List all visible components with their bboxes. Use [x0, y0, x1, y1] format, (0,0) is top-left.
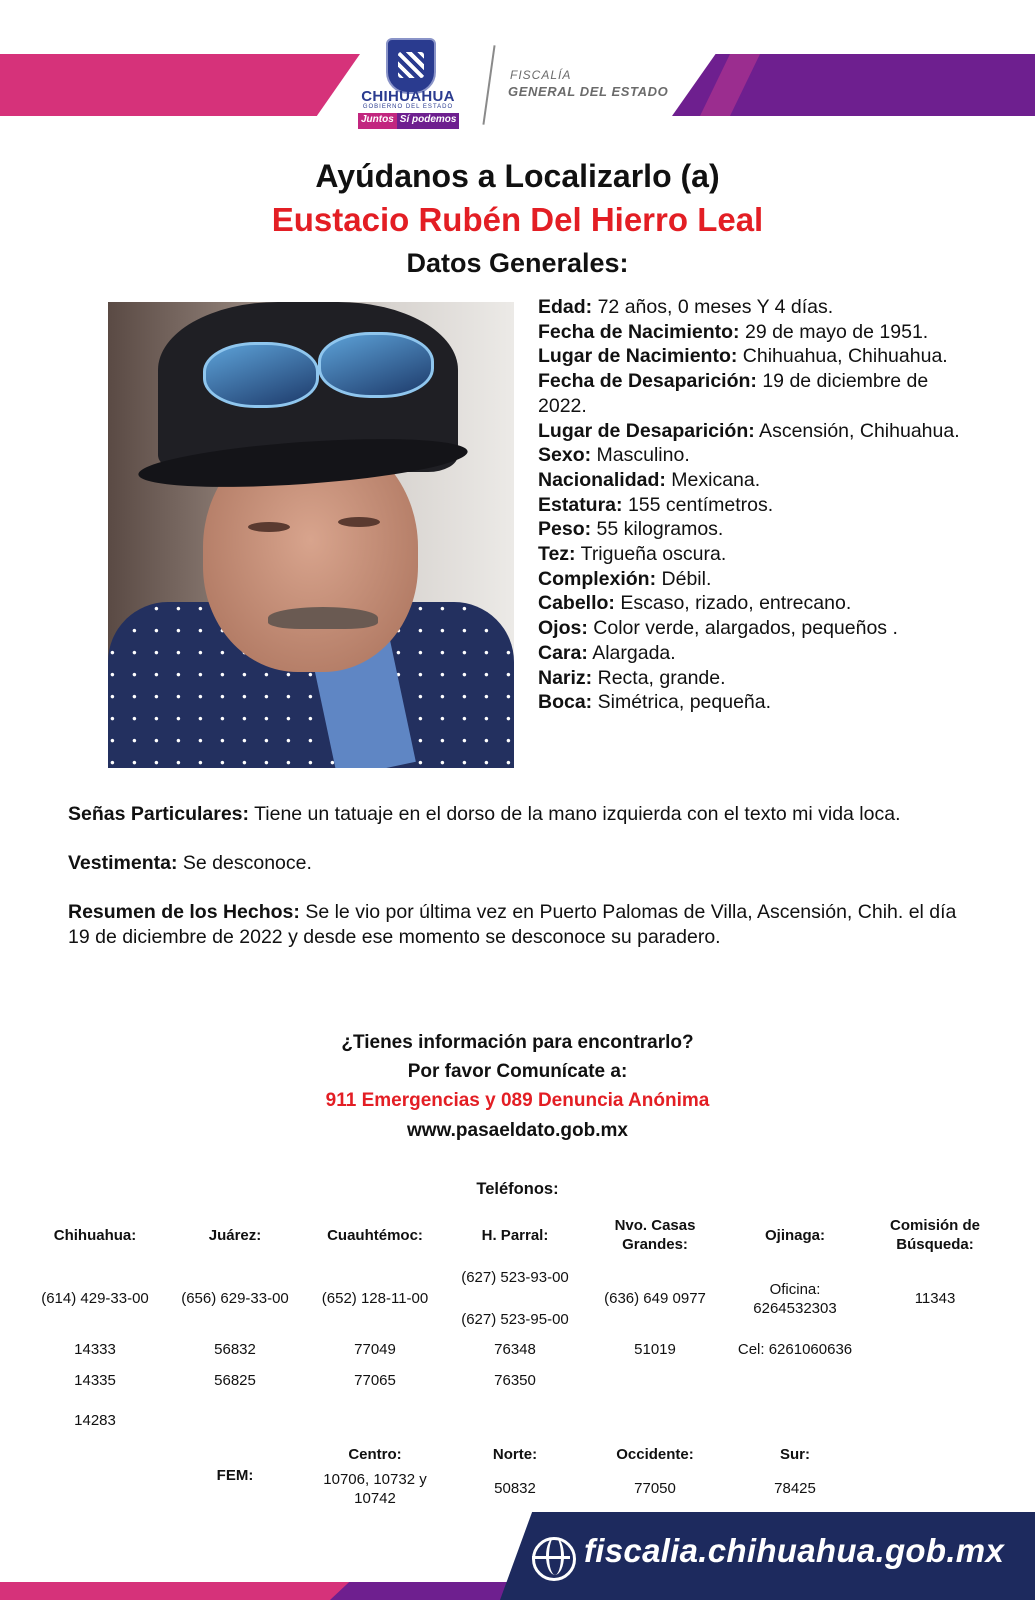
data-item-tez: Tez: Trigueña oscura. — [538, 543, 727, 566]
agency-line1: FISCALÍA — [510, 68, 572, 82]
data-item-boca: Boca: Simétrica, pequeña. — [538, 691, 772, 714]
clothing: Vestimenta: Se desconoce. — [68, 852, 312, 874]
fiscalia-website-link[interactable]: fiscalia.chihuahua.gob.mx — [584, 1532, 1005, 1569]
slogan-left: Juntos — [358, 113, 397, 129]
ext-juarez-2: 56825 — [214, 1372, 256, 1389]
fem-label: FEM: — [216, 1467, 254, 1484]
data-item-lugar-nacimiento: Lugar de Nacimiento: Chihuahua, Chihuahua. — [538, 345, 948, 368]
fem-header-occidente: Occidente: — [616, 1446, 694, 1463]
emergency-numbers: 911 Emergencias y 089 Denuncia Anónima — [325, 1090, 710, 1111]
distinguishing-marks: Señas Particulares: Tiene un tatuaje en el dorso de la mano izquierda con el texto mi vida loca. — [68, 803, 901, 825]
data-item-estatura: Estatura: 155 centímetros. — [538, 493, 774, 516]
phone-cuauhtemoc: (652) 128-11-00 — [321, 1290, 429, 1307]
fem-occidente: 77050 — [634, 1480, 676, 1497]
fem-header-sur: Sur: — [780, 1446, 810, 1463]
data-item-complexion: Complexión: Débil. — [538, 567, 712, 590]
ext-cuauhtemoc-2: 77065 — [354, 1372, 396, 1389]
phone-juarez: (656) 629-33-00 — [181, 1290, 289, 1307]
data-item-sexo: Sexo: Masculino. — [538, 444, 690, 467]
phone-comision: 11343 — [914, 1290, 956, 1307]
contact-please: Por favor Comunícate a: — [407, 1061, 628, 1082]
data-item-ojos: Ojos: Color verde, alargados, pequeños . — [538, 617, 898, 640]
section-title: Datos Generales: — [406, 248, 629, 278]
data-item-edad: Edad: 72 años, 0 meses Y 4 días. — [538, 296, 834, 318]
data-item-cabello: Cabello: Escaso, rizado, entrecano. — [538, 592, 852, 615]
slogan-right: Sí podemos — [397, 113, 460, 129]
header-band-left — [0, 54, 360, 116]
state-shield-icon — [386, 38, 436, 94]
missing-person-name: Eustacio Rubén Del Hierro Leal — [271, 201, 764, 238]
fem-sur: 78425 — [774, 1480, 816, 1497]
data-item-nacionalidad: Nacionalidad: Mexicana. — [538, 468, 761, 491]
data-item-cara: Cara: Alargada. — [538, 641, 676, 664]
tip-website-link[interactable]: www.pasaeldato.gob.mx — [406, 1120, 628, 1141]
header-casas-grandes: Nvo. Casas Grandes: — [614, 1217, 696, 1253]
state-subtitle: GOBIERNO DEL ESTADO — [362, 104, 454, 110]
fem-header-centro: Centro: — [348, 1446, 402, 1463]
phone-chihuahua: (614) 429-33-00 — [41, 1290, 149, 1307]
ext-parral-2: 76350 — [494, 1372, 536, 1389]
phone-parral-2: (627) 523-95-00 — [461, 1311, 569, 1328]
header-cuauhtemoc: Cuauhtémoc: — [327, 1227, 423, 1244]
state-name: CHIHUAHUA — [361, 88, 455, 105]
data-item-nariz: Nariz: Recta, grande. — [538, 666, 726, 689]
header-divider — [482, 45, 495, 124]
fem-centro: 10706, 10732 y 10742 — [323, 1471, 427, 1507]
missing-person-photo — [108, 302, 514, 768]
fem-norte: 50832 — [494, 1480, 536, 1497]
phone-casas-grandes: (636) 649 0977 — [604, 1290, 706, 1307]
header-juarez: Juárez: — [208, 1227, 262, 1244]
ext-parral-1: 76348 — [494, 1341, 536, 1358]
phone-ojinaga-cel: Cel: 6261060636 — [737, 1341, 853, 1358]
facts-summary: Resumen de los Hechos: Se le vio por última vez en Puerto Palomas de Villa, Ascensión, Chih. el día 19 de diciembre de 2022 y desde ese momento se desconoce su paradero. — [68, 901, 957, 948]
phone-parral-1: (627) 523-93-00 — [461, 1269, 569, 1286]
globe-icon — [532, 1537, 576, 1581]
ext-cuauhtemoc-1: 77049 — [354, 1341, 396, 1358]
agency-line2: GENERAL DEL ESTADO — [508, 84, 669, 99]
help-title: Ayúdanos a Localizarlo (a) — [315, 158, 720, 194]
ext-chihuahua-1: 14333 — [74, 1341, 116, 1358]
header-comision: Comisión de Búsqueda: — [889, 1217, 980, 1253]
general-data-list — [538, 295, 978, 715]
header-chihuahua: Chihuahua: — [53, 1227, 137, 1244]
phones-title: Teléfonos: — [476, 1180, 559, 1198]
header-ojinaga: Ojinaga: — [764, 1227, 825, 1244]
ext-juarez-1: 56832 — [214, 1341, 256, 1358]
contact-question: ¿Tienes información para encontrarlo? — [341, 1032, 694, 1053]
ext-chihuahua-3: 14283 — [74, 1412, 116, 1429]
slogan — [358, 113, 459, 129]
ext-casas-grandes-1: 51019 — [634, 1341, 676, 1358]
fem-header-norte: Norte: — [492, 1446, 538, 1463]
data-item-fecha-desaparicion: Fecha de Desaparición: 19 de diciembre de 2022. — [538, 370, 929, 417]
ext-chihuahua-2: 14335 — [74, 1372, 116, 1389]
data-item-lugar-desaparicion: Lugar de Desaparición: Ascensión, Chihuahua. — [538, 419, 960, 442]
phone-ojinaga-office: Oficina: 6264532303 — [753, 1281, 837, 1317]
header-parral: H. Parral: — [481, 1227, 549, 1244]
data-item-peso: Peso: 55 kilogramos. — [538, 518, 724, 541]
data-item-fecha-nacimiento: Fecha de Nacimiento: 29 de mayo de 1951. — [538, 320, 929, 343]
